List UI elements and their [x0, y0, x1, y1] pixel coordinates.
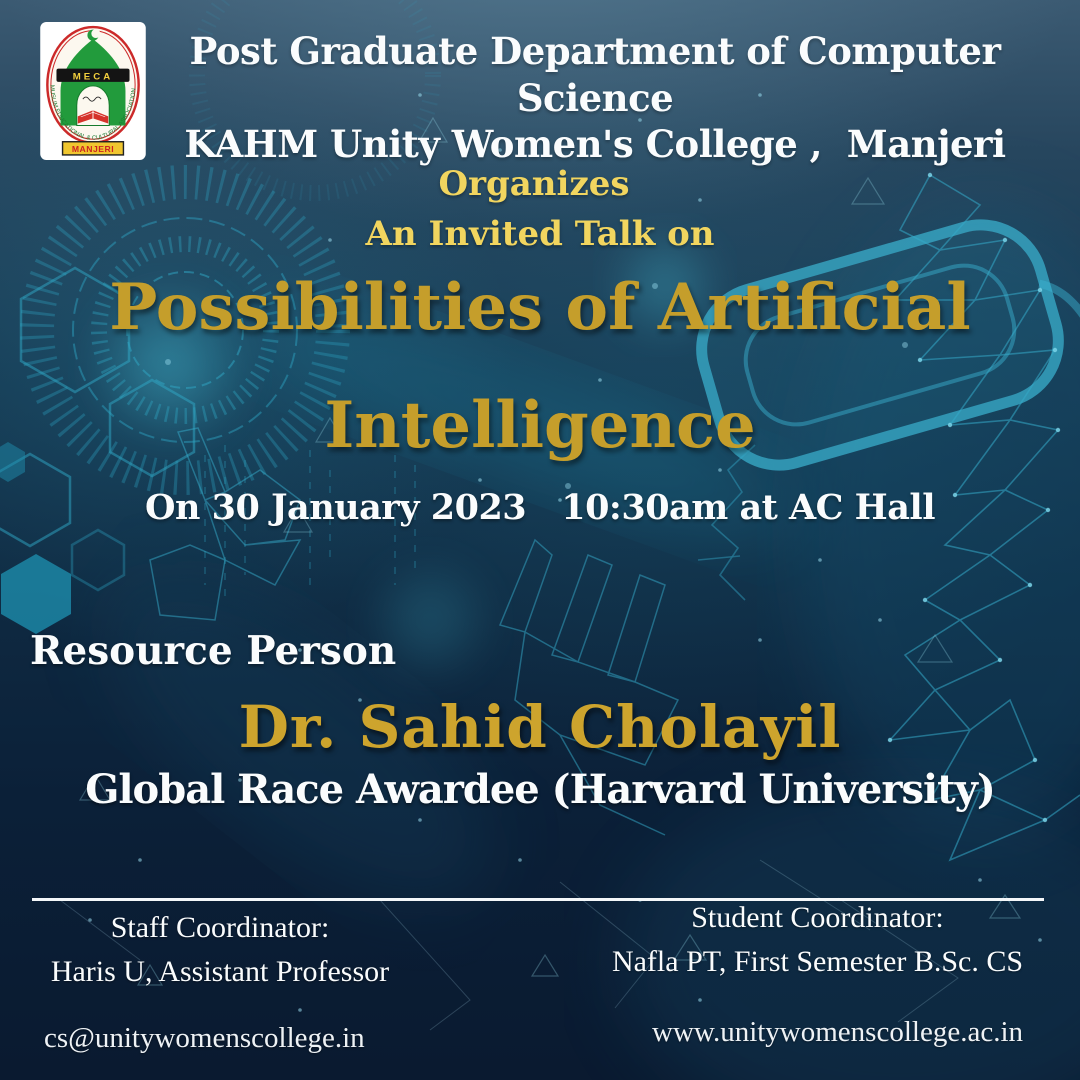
logo-place-banner	[63, 142, 124, 155]
event-title-line2: Intelligence	[324, 388, 756, 463]
contact-email: cs@unitywomenscollege.in	[44, 1022, 365, 1054]
logo-ring-text: MUSLIM EDUCATIONAL & CULTURAL ASSOCIATION	[48, 84, 138, 142]
staff-coordinator-block	[0, 906, 440, 993]
student-coordinator-block	[565, 896, 1070, 983]
event-title-line1: Possibilities of Artificial	[109, 270, 971, 345]
website-url: www.unitywomenscollege.ac.in	[652, 1016, 1023, 1048]
event-subtitle: An Invited Talk on	[365, 214, 715, 254]
organizes-label: Organizes	[438, 164, 630, 204]
header-block	[140, 28, 1050, 168]
student-coordinator-label: Student Coordinator:	[691, 901, 944, 934]
resource-person-label: Resource Person	[30, 628, 397, 674]
logo-meca-text: MECA	[72, 71, 114, 83]
speaker-credential: Global Race Awardee (Harvard University)	[85, 766, 995, 813]
college-logo	[40, 22, 146, 160]
speaker-name: Dr. Sahid Cholayil	[238, 693, 842, 761]
college-title: KAHM Unity Women's College , Manjeri	[184, 122, 1006, 167]
staff-coordinator-label: Staff Coordinator:	[110, 911, 330, 944]
logo-place-text: MANJERI	[71, 143, 115, 154]
department-title: Post Graduate Department of Computer Science	[189, 29, 1001, 120]
event-datetime-venue: On 30 January 2023 10:30am at AC Hall	[144, 487, 936, 528]
student-coordinator-name: Nafla PT, First Semester B.Sc. CS	[611, 944, 1024, 978]
staff-coordinator-name: Haris U, Assistant Professor	[50, 954, 390, 988]
